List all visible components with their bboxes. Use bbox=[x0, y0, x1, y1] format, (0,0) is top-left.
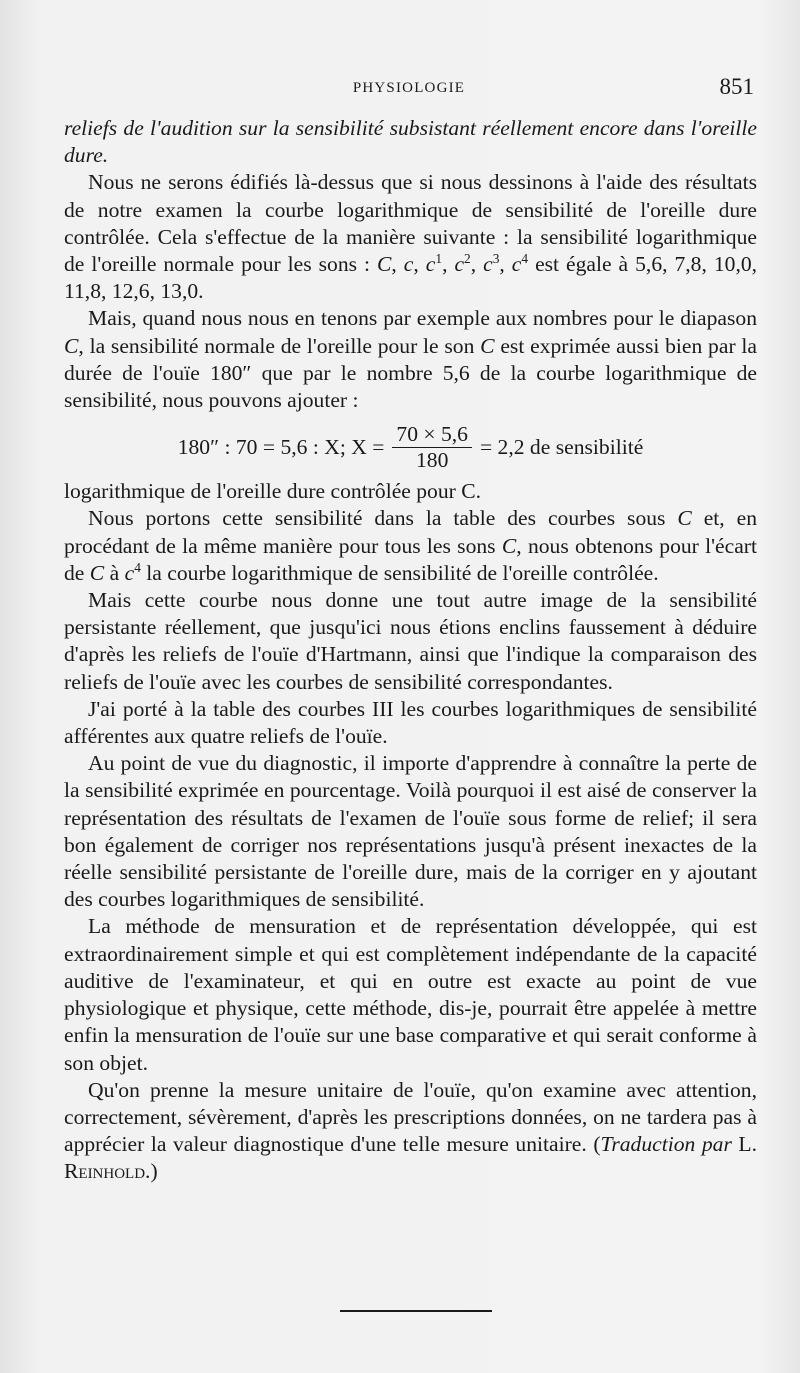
body-text bbox=[64, 115, 757, 1186]
formula-left: 180″ : 70 = 5,6 : X; X = bbox=[177, 434, 385, 459]
end-rule bbox=[340, 1310, 492, 1312]
note-C: C bbox=[377, 252, 392, 277]
paragraph-8: Au point de vue du diagnostic, il importe d'apprendre à connaître la perte de la sensibilité exprimée en pourcentage. Voilà pourquoi il est aisé de conserver la représentation des résultats de l'examen de l'ouïe sous forme de relief; il sera bon également de corriger nos représentations jusqu'à présent inexactes de la réelle sensibilité persistante de l'oreille dure, mais de la corriger en y ajoutant des courbes logarithmiques de sensibilité. bbox=[64, 751, 757, 912]
note-c1: c bbox=[425, 252, 436, 277]
paragraph-5-b: et, en procédant de la même manière pour tous les sons bbox=[64, 506, 757, 558]
note-c2-sup: 2 bbox=[464, 250, 471, 266]
note-c3-sup: 3 bbox=[492, 250, 500, 266]
paragraph-7: J'ai porté à la table des courbes III les courbes logarithmiques de sensibilité afférentes aux quatre reliefs de l'ouïe. bbox=[64, 696, 757, 749]
paragraph-3-c: est exprimée aussi bien par la durée de l'ouïe 180″ que par le nombre 5,6 de la courbe logarithmique de sensibilité, nous pouvons ajouter : bbox=[64, 333, 757, 413]
fraction-numerator: 70 × 5,6 bbox=[392, 423, 472, 448]
note-c4-sup: 4 bbox=[134, 559, 141, 575]
formula-right: = 2,2 de sensibilité bbox=[479, 434, 644, 459]
note-C: C bbox=[501, 533, 517, 558]
paragraph-2-tail: est égale à 5,6, 7,8, 10,0, 11,8, 12,6, 13,0. bbox=[64, 252, 758, 304]
paragraph-5-d: à bbox=[109, 560, 120, 585]
note-c: c bbox=[403, 252, 414, 277]
formula bbox=[64, 416, 757, 478]
paragraph-1: reliefs de l'audition sur la sensibilité subsistant réellement encore dans l'oreille dure. bbox=[64, 116, 757, 168]
note-C: C bbox=[64, 333, 79, 358]
paragraph-3-a: Mais, quand nous nous en tenons par exemple aux nombres pour le diapason bbox=[88, 306, 757, 331]
page-number: 851 bbox=[719, 74, 754, 99]
note-c4-sup: 4 bbox=[521, 250, 529, 266]
note-C: C bbox=[89, 560, 105, 585]
paragraph-2: Nous ne serons édifiés là-dessus que si nous dessinons à l'aide des résultats de notre examen la courbe logarithmique de sensibilité de l'oreille dure contrôlée. Cela s'effectue de la manière suivante : la sensibilité logarithmique de l'oreille normale pour les sons : C, c, $c^1$, $c^2$, $c^3$, $c^4$ est égale à 5,6, 7,8, 10,0, 11,8, 12,6, 13,0. bbox=[64, 170, 758, 304]
translator-name: L. Reinhold. bbox=[64, 1132, 758, 1184]
paragraph-3 bbox=[64, 305, 757, 414]
fraction bbox=[392, 423, 472, 472]
note-C: C bbox=[677, 506, 692, 531]
paragraph-5-a: Nous portons cette sensibilité dans la table des courbes sous bbox=[88, 506, 666, 531]
note-c4: c bbox=[511, 252, 522, 277]
running-title: PHYSIOLOGIE bbox=[352, 80, 466, 96]
note-c4: c bbox=[124, 560, 135, 585]
note-C: C bbox=[480, 333, 495, 358]
paragraph-10: Qu'on prenne la mesure unitaire de l'ouïe, qu'on examine avec attention, correctement, sévèrement, d'après les prescriptions données, on ne tardera pas à apprécier la valeur diagnostique d'une telle mesure unitaire. (Traduction par L. Reinhold.) bbox=[64, 1077, 758, 1184]
note-c2: c bbox=[454, 252, 465, 277]
translation-credit: Traduction par bbox=[600, 1132, 732, 1157]
paragraph-4: logarithmique de l'oreille dure contrôlée pour C. bbox=[64, 479, 482, 504]
paragraph-9: La méthode de mensuration et de représentation développée, qui est extraordinairement simple et qui est complètement indépendante de la capacité auditive de l'examinateur, et qui en outre est exacte au point de vue physiologique et physique, cette méthode, dis-je, pourrait être appelée à mettre enfin la mensuration de l'ouïe sur une base comparative et qui serait conforme à son objet. bbox=[64, 914, 757, 1075]
note-c3: c bbox=[483, 252, 493, 277]
paragraph-5-e: la courbe logarithmique de sensibilité de l'oreille contrôlée. bbox=[146, 560, 659, 585]
paragraph-2-text: Nous ne serons édifiés là-dessus que si nous dessinons à l'aide des résultats de notre examen la courbe logarithmique de sensibilité de l'oreille dure contrôlée. Cela s'effectue de la manière suivante : la sensibilité logarithmique de l'oreille normale pour les sons : bbox=[64, 170, 757, 277]
paragraph-5 bbox=[64, 505, 757, 587]
note-c1-sup: 1 bbox=[435, 250, 443, 266]
page-header bbox=[64, 74, 754, 104]
fraction-denominator: 180 bbox=[415, 447, 449, 472]
paragraph-3-b: , la sensibilité normale de l'oreille pour le son bbox=[78, 333, 475, 358]
paragraph-10-text: Qu'on prenne la mesure unitaire de l'ouïe, qu'on examine avec attention, correctement, sévèrement, d'après les prescriptions données, on ne tardera pas à apprécier la valeur diagnostique d'une telle mesure unitaire. bbox=[64, 1077, 757, 1157]
paragraph-6: Mais cette courbe nous donne une tout autre image de la sensibilité persistante réellement, que jusqu'ici nous étions enclins faussement à déduire d'après les reliefs de l'ouïe d'Hartmann, ainsi que l'indique la comparaison des reliefs de l'ouïe avec les courbes de sensibilité correspondantes. bbox=[64, 588, 757, 694]
paragraph-5-c: , nous obtenons pour l'écart de bbox=[64, 533, 757, 585]
